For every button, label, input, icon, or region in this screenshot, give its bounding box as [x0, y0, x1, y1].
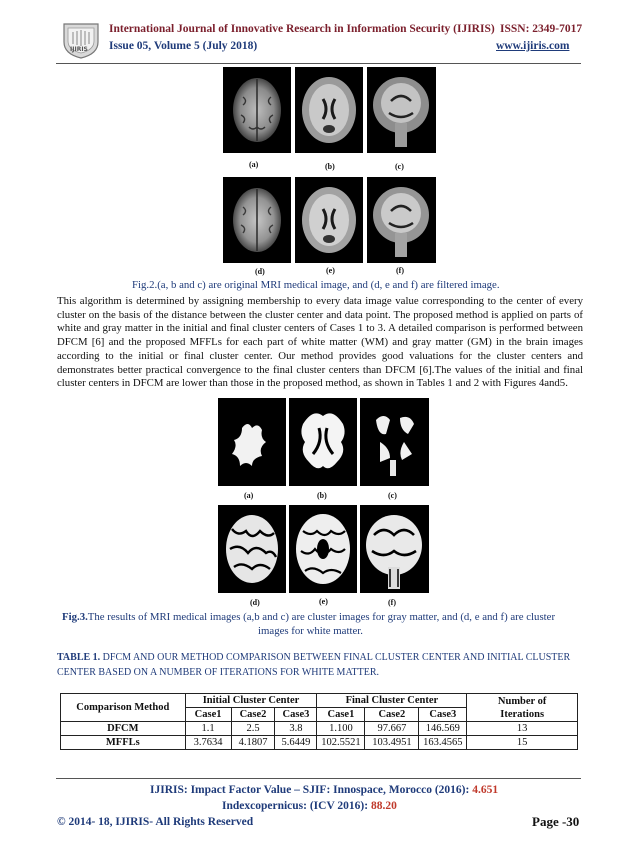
header-case: Case3	[419, 708, 467, 722]
header-case: Case1	[317, 708, 365, 722]
journal-title: International Journal of Innovative Research in Information Security (IJIRIS)	[109, 23, 495, 35]
table-header-row	[61, 694, 578, 708]
cell-value: 146.569	[419, 722, 467, 736]
fig3-image-b	[289, 398, 357, 486]
table1-caption-text: DFCM AND OUR METHOD COMPARISON BETWEEN FINAL CLUSTER CENTER AND INITIAL CLUSTER CENTER BASED ON A NUMBER OF ITERATIONS FOR WHITE MATTER.	[57, 652, 571, 678]
cell-value: 2.5	[231, 722, 275, 736]
fig3-caption-text: The results of MRI medical images (a,b and c) are cluster images for gray matter, and (d, e and f) are cluster	[87, 611, 556, 623]
fig2-label-e: (e)	[326, 266, 335, 275]
website-link[interactable]: www.ijiris.com	[496, 40, 570, 52]
footer-index	[222, 800, 397, 812]
fig2-image-c	[367, 67, 436, 153]
fig2-caption: Fig.2.(a, b and c) are original MRI medical image, and (d, e and f) are filtered image.	[132, 279, 500, 291]
footer-copyright: © 2014- 18, IJIRIS- All Rights Reserved	[57, 816, 254, 828]
cell-value: 1.100	[317, 722, 365, 736]
fig3-caption-line2: images for white matter.	[258, 625, 363, 637]
row-method: DFCM	[61, 722, 186, 736]
footer-impact-factor	[150, 784, 498, 796]
fig3-caption-bold: Fig.3.	[62, 611, 88, 623]
fig3-label-e: (e)	[319, 597, 328, 606]
table1-caption	[57, 650, 577, 680]
header-divider	[56, 63, 581, 64]
cell-value: 3.8	[275, 722, 317, 736]
fig2-image-b	[295, 67, 363, 153]
fig3-image-e	[289, 505, 357, 593]
fig3-label-f: (f)	[388, 598, 396, 607]
cell-value: 97.667	[365, 722, 419, 736]
header-number-of-iterations	[467, 694, 578, 722]
header-case: Case2	[365, 708, 419, 722]
index-value: 88.20	[370, 800, 397, 812]
fig3-image-f	[360, 505, 429, 593]
fig2-image-d	[223, 177, 291, 263]
fig3-label-a: (a)	[244, 491, 254, 500]
logo-text: IJIRIS	[70, 46, 88, 53]
body-paragraph: This algorithm is determined by assigning membership to every data image value corresponding to the center of every cluster on the basis of the distance between the cluster center and data point. The proposed method is applied on parts of white and gray matter in the initial and final cluster centers of Cases 1 to 3. A detailed comparison is performed between DFCM [6] and the proposed MFFLs for each part of white matter (WM) and gray matter (GM) in the brain images according to the initial or final cluster center. Our method provides good valuations for the cluster centers and demonstrates better practical convergence to the final cluster centers than DFCM [6].The values of the initial and final cluster centers in DFCM are lower than those in the proposed method, as shown in Tables 1 and 2 with Figures 4and5.	[57, 295, 583, 390]
header-case: Case2	[231, 708, 275, 722]
fig3-label-d: (d)	[250, 598, 260, 607]
header-final-cluster-center: Final Cluster Center	[317, 694, 467, 708]
cell-value: 103.4951	[365, 736, 419, 750]
fig2-image-a	[223, 67, 291, 153]
fig2-label-f: (f)	[396, 266, 404, 275]
issn: ISSN: 2349-7017	[500, 23, 583, 35]
fig2-label-b: (b)	[325, 162, 335, 171]
results-table	[60, 693, 578, 750]
table1-caption-bold: TABLE 1.	[57, 652, 101, 663]
fig3-image-a	[218, 398, 286, 486]
footer-divider	[56, 778, 581, 779]
cell-value: 163.4565	[419, 736, 467, 750]
index-label: Indexcopernicus: (ICV 2016):	[222, 800, 371, 812]
header-case: Case1	[185, 708, 231, 722]
row-method: MFFLs	[61, 736, 186, 750]
impact-value: 4.651	[472, 784, 499, 796]
cell-value: 3.7634	[185, 736, 231, 750]
fig2-label-a: (a)	[249, 160, 259, 169]
fig2-image-f	[367, 177, 436, 263]
header-case: Case3	[275, 708, 317, 722]
header-comparison-method: Comparison Method	[61, 694, 186, 722]
cell-value: 5.6449	[275, 736, 317, 750]
fig3-label-c: (c)	[388, 491, 397, 500]
table-row	[61, 722, 578, 736]
page-number: Page -30	[532, 814, 580, 829]
impact-label: IJIRIS: Impact Factor Value – SJIF: Innospace, Morocco (2016):	[150, 784, 473, 796]
fig3-label-b: (b)	[317, 491, 327, 500]
fig2-label-c: (c)	[395, 162, 404, 171]
fig3-caption-line1	[62, 611, 555, 623]
cell-value: 102.5521	[317, 736, 365, 750]
header-iterations-line2: Iterations	[500, 708, 545, 720]
table-row	[61, 736, 578, 750]
fig3-image-c	[360, 398, 429, 486]
issue-info: Issue 05, Volume 5 (July 2018)	[109, 40, 258, 52]
cell-value: 4.1807	[231, 736, 275, 750]
cell-value: 1.1	[185, 722, 231, 736]
header-iterations-line1: Number of	[497, 695, 547, 707]
header-initial-cluster-center: Initial Cluster Center	[185, 694, 317, 708]
cell-iterations: 15	[467, 736, 578, 750]
cell-iterations: 13	[467, 722, 578, 736]
fig2-image-e	[295, 177, 363, 263]
journal-logo	[58, 20, 104, 60]
fig3-image-d	[218, 505, 286, 593]
fig2-label-d: (d)	[255, 267, 265, 276]
